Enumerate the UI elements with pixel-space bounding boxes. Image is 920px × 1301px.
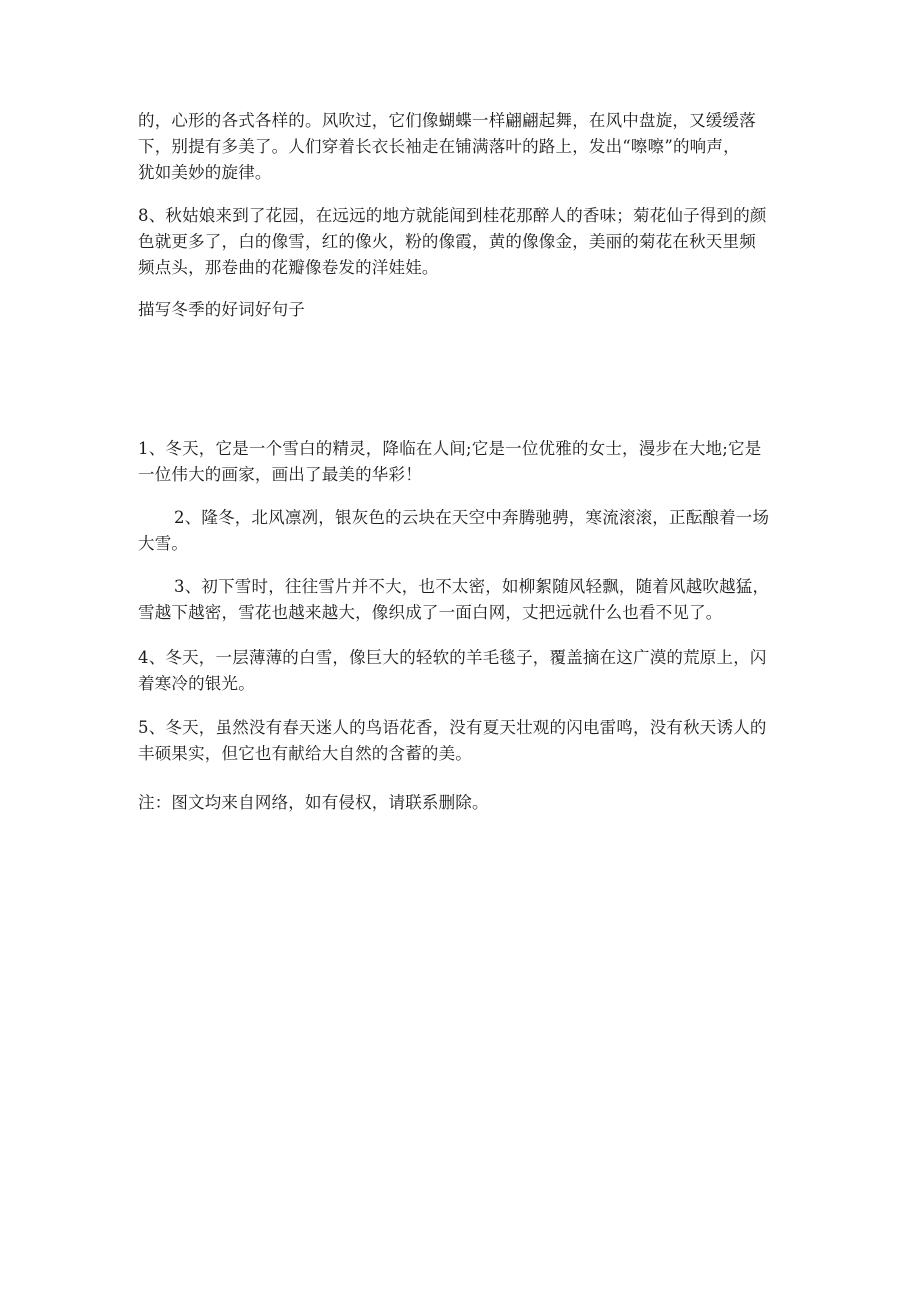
disclaimer-text: 注：图文均来自网络，如有侵权，请联系删除。 <box>138 793 489 812</box>
paragraph-autumn-7 <box>138 108 783 186</box>
text-line: 8、秋姑娘来到了花园，在远远的地方就能闻到桂花那醉人的香味；菊花仙子得到的颜 <box>138 206 767 225</box>
paragraph-winter-3 <box>138 574 783 626</box>
text-line: 雪越下越密，雪花也越来越大，像织成了一面白网，丈把远就什么也看不见了。 <box>138 603 723 622</box>
text-line: 一位伟大的画家，画出了最美的华彩！ <box>138 465 422 484</box>
text-line: 4、冬天，一层薄薄的白雪，像巨大的轻软的羊毛毯子，覆盖摘在这广漠的荒原上，闪 <box>138 648 767 667</box>
text-line: 大雪。 <box>138 534 189 553</box>
footer-note <box>138 790 783 816</box>
text-line: 2、隆冬，北风凛冽，银灰色的云块在天空中奔腾驰骋，寒流滚滚，正酝酿着一场 <box>174 508 770 527</box>
paragraph-winter-1 <box>138 436 783 488</box>
text-line: 3、初下雪时，往往雪片并不大，也不太密，如柳絮随风轻飘，随着风越吹越猛， <box>174 577 770 596</box>
text-line: 1、冬天，它是一个雪白的精灵，降临在人间;它是一位优雅的女士，漫步在大地;它是 <box>138 439 762 458</box>
text-line: 5、冬天，虽然没有春天迷人的鸟语花香，没有夏天壮观的闪电雷鸣，没有秋天诱人的 <box>138 718 767 737</box>
text-line: 色就更多了，白的像雪，红的像火，粉的像霞，黄的像像金，美丽的菊花在秋天里频 <box>138 232 756 251</box>
paragraph-winter-5 <box>138 715 783 767</box>
text-line: 下，别提有多美了。人们穿着长衣长袖走在铺满落叶的路上，发出“嚓嚓”的响声， <box>138 137 740 156</box>
paragraph-winter-2 <box>138 505 783 557</box>
paragraph-autumn-8 <box>138 203 783 281</box>
section-heading-winter <box>138 297 783 323</box>
text-line: 丰硕果实，但它也有献给大自然的含蓄的美。 <box>138 744 472 763</box>
text-line: 频点头，那卷曲的花瓣像卷发的洋娃娃。 <box>138 258 439 277</box>
heading-text: 描写冬季的好词好句子 <box>138 300 305 319</box>
text-line: 的，心形的各式各样的。风吹过，它们像蝴蝶一样翩翩起舞，在风中盘旋，又缓缓落 <box>138 111 756 130</box>
text-line: 着寒冷的银光。 <box>138 674 255 693</box>
paragraph-winter-4 <box>138 645 783 697</box>
text-line: 犹如美妙的旋律。 <box>138 163 272 182</box>
